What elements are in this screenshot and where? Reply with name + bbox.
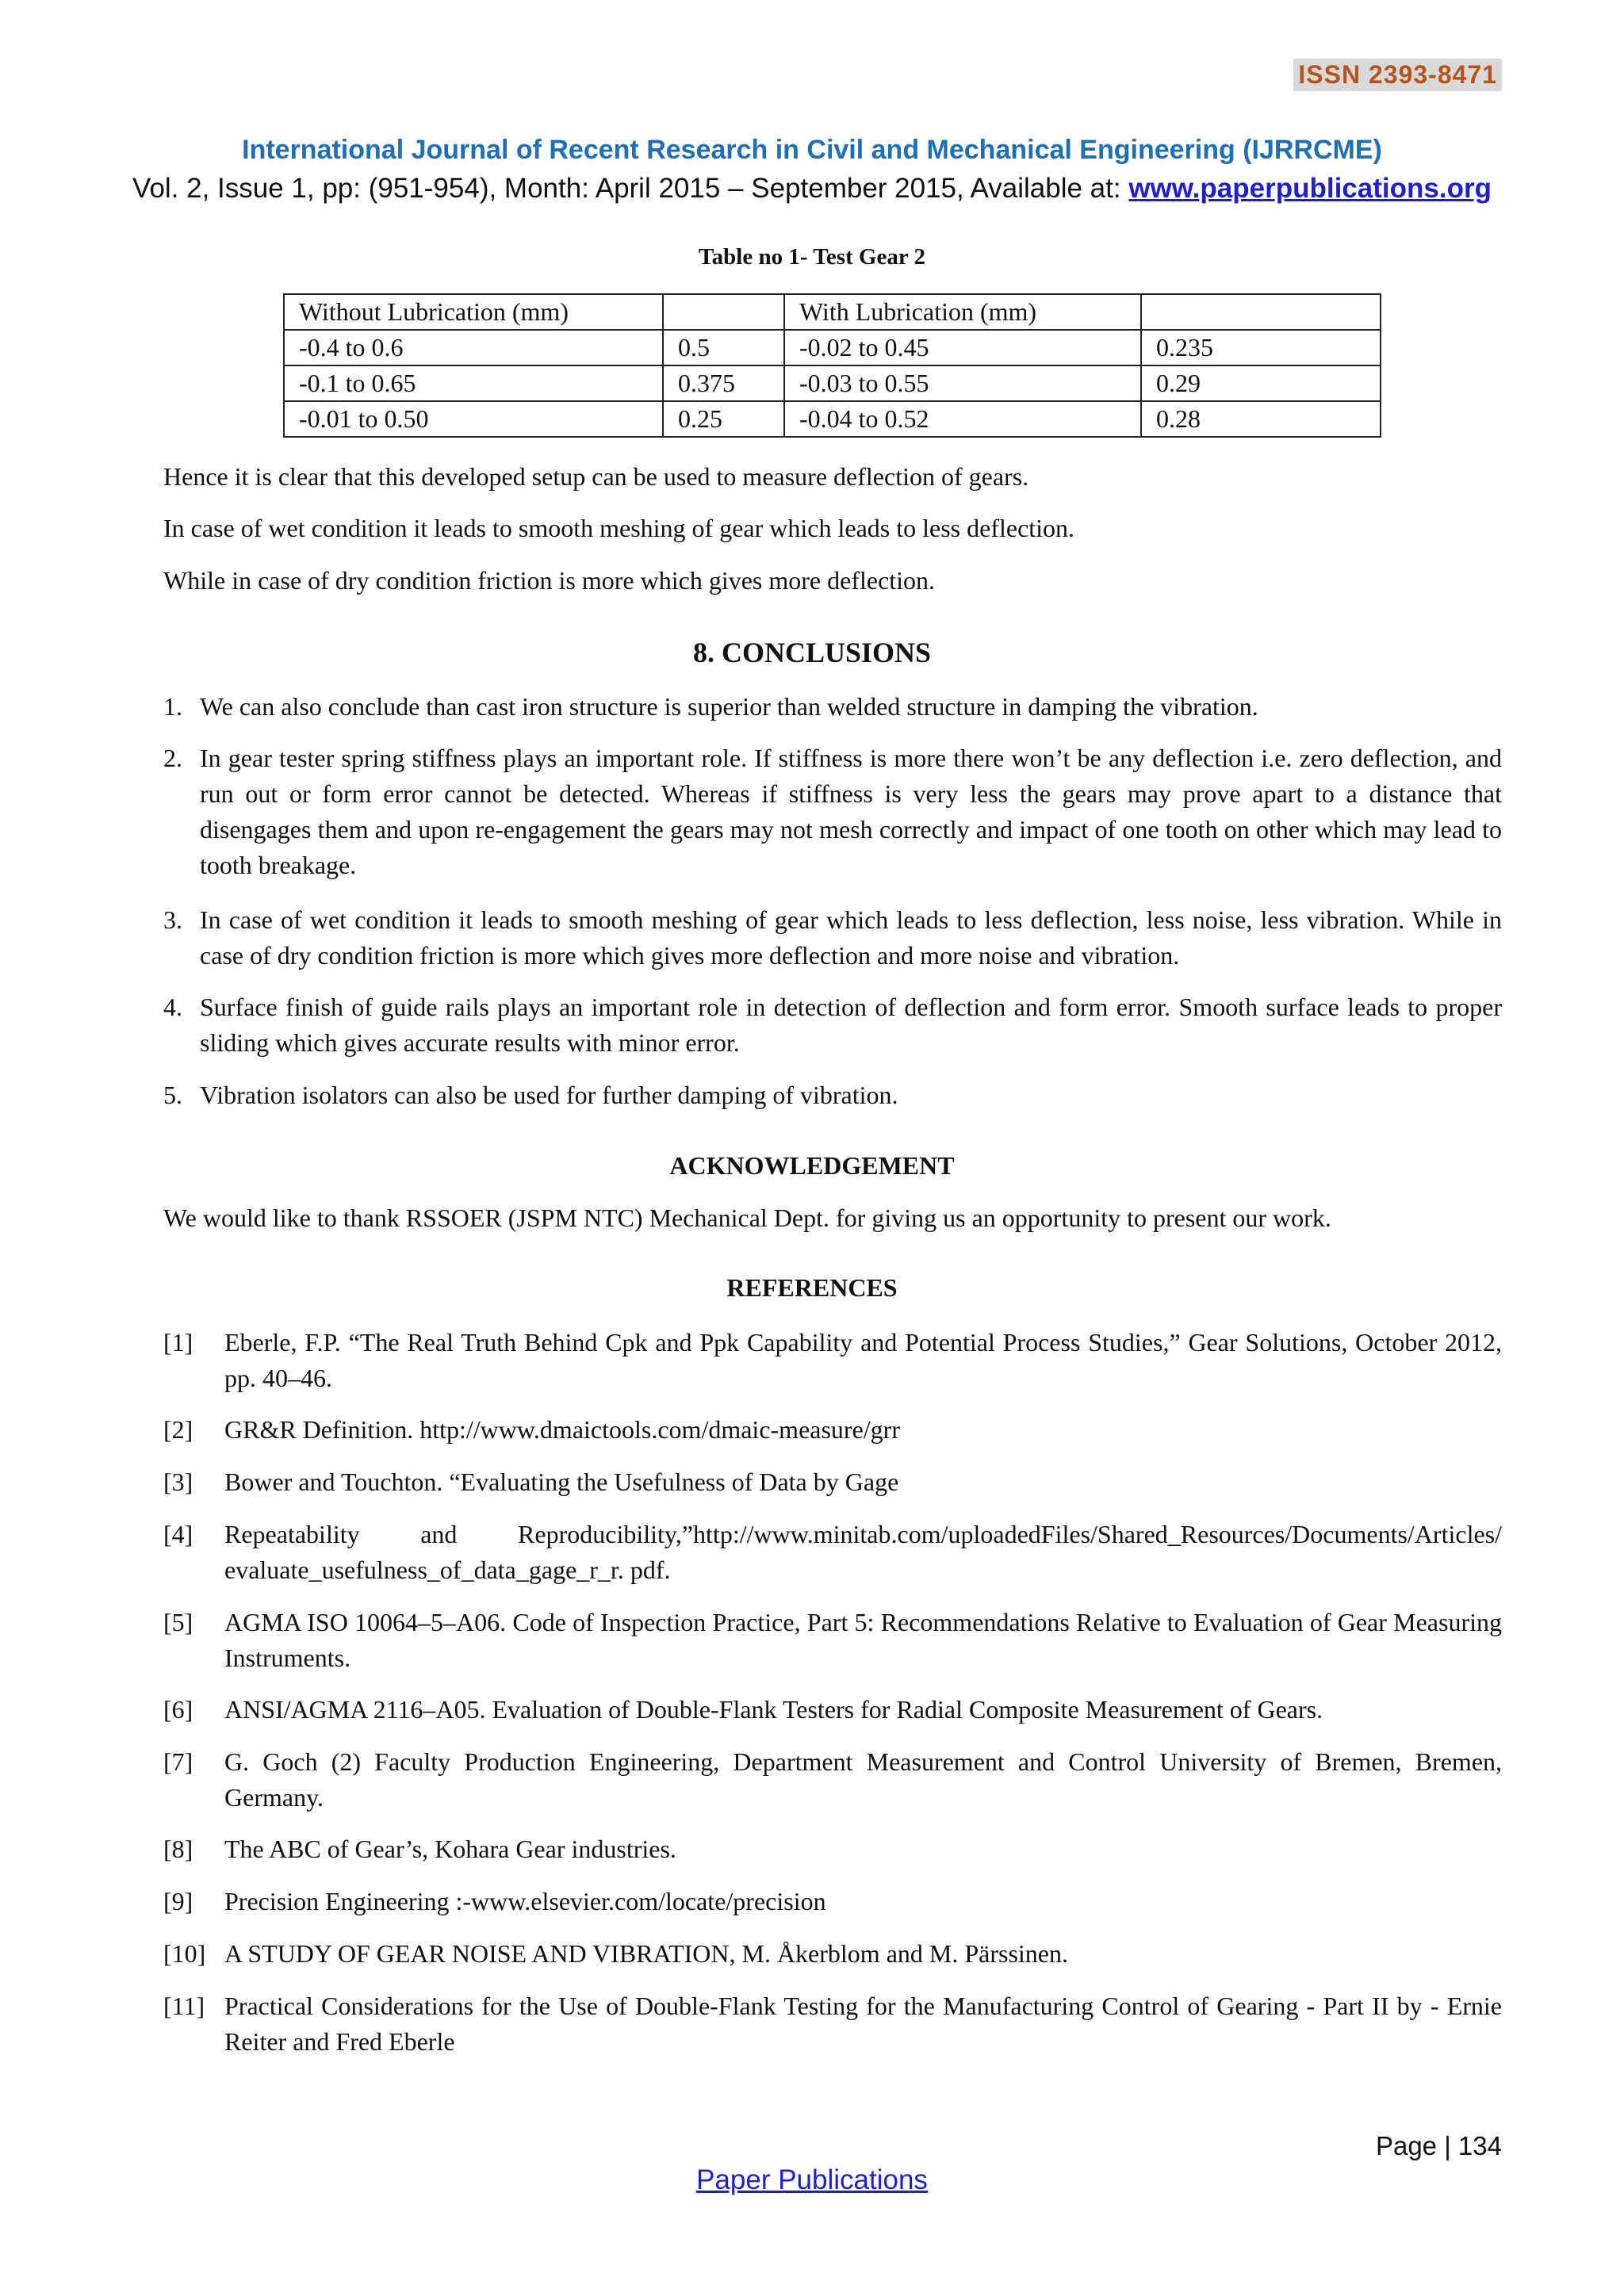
reference-number: [2]	[163, 1415, 193, 1444]
table-cell: -0.4 to 0.6	[284, 330, 663, 365]
conclusions-heading: 8. CONCLUSIONS	[692, 637, 932, 668]
reference-text: ANSI/AGMA 2116–A05. Evaluation of Double-Flank Testers for Radial Composite Measurement of Gears.	[224, 1695, 1323, 1724]
reference-number: [3]	[163, 1468, 193, 1496]
list-item-number: 5.	[163, 1081, 182, 1109]
reference-item	[163, 1517, 1502, 1588]
reference-text: Bower and Touchton. “Evaluating the Usefulness of Data by Gage	[224, 1468, 899, 1496]
reference-text: G. Goch (2) Faculty Production Engineering, Department Measurement and Control University of Bremen, Bremen, Germany.	[224, 1747, 1502, 1812]
table-cell: 0.235	[1141, 330, 1381, 365]
reference-text: The ABC of Gear’s, Kohara Gear industries.	[224, 1835, 676, 1863]
reference-item	[163, 1325, 1502, 1396]
acknowledgement-heading: ACKNOWLEDGEMENT	[669, 1151, 955, 1180]
reference-number: [1]	[163, 1328, 193, 1357]
table-row	[284, 294, 1381, 330]
reference-item	[163, 1605, 1502, 1676]
table-cell: 0.25	[663, 401, 784, 437]
table-cell: -0.03 to 0.55	[784, 365, 1141, 401]
reference-number: [8]	[163, 1835, 193, 1863]
table-row	[284, 401, 1381, 437]
table-cell: 0.375	[663, 365, 784, 401]
table-cell: -0.02 to 0.45	[784, 330, 1141, 365]
reference-number: [5]	[163, 1608, 193, 1636]
reference-text: GR&R Definition. http://www.dmaictools.com/dmaic-measure/grr	[224, 1415, 900, 1444]
test-gear-table	[283, 293, 1381, 438]
list-item	[163, 1077, 1502, 1113]
page-number: Page | 134	[1375, 2131, 1502, 2160]
reference-number: [4]	[163, 1520, 193, 1548]
list-item	[163, 740, 1502, 883]
reference-text: AGMA ISO 10064–5–A06. Code of Inspection Practice, Part 5: Recommendations Relative to Evaluation of Gear Measuring Instruments.	[224, 1608, 1502, 1672]
reference-number: [6]	[163, 1695, 193, 1724]
list-item-text: In gear tester spring stiffness plays an important role. If stiffness is more there won’t be any deflection i.e. zero deflection, and run out or form error cannot be detected. Whereas if stiffness is very less the gears may prove apart to a distance that disengages them and upon re-engagement the gears may not mesh correctly and impact of one tooth on other which may lead to tooth breakage.	[200, 744, 1502, 879]
reference-text: Repeatability and Reproducibility,”http://www.minitab.com/uploadedFiles/Shared_Resources/Documents/Articles/ evaluate_usefulness_of_data_gage_r_r. pdf.	[224, 1520, 1502, 1584]
table-row	[284, 330, 1381, 365]
table-cell: Without Lubrication (mm)	[284, 294, 663, 330]
table-title: Table no 1- Test Gear 2	[698, 244, 926, 270]
website-link[interactable]: www.paperpublications.org	[1128, 173, 1492, 204]
table-cell: 0.5	[663, 330, 784, 365]
reference-item	[163, 1936, 1502, 1972]
table-row	[284, 365, 1381, 401]
reference-number: [11]	[163, 1992, 205, 2020]
table-cell	[663, 294, 784, 330]
list-item-number: 3.	[163, 905, 182, 934]
list-item-number: 4.	[163, 993, 182, 1021]
list-item-text: We can also conclude than cast iron structure is superior than welded structure in damping the vibration.	[200, 692, 1258, 721]
volume-text: Vol. 2, Issue 1, pp: (951-954), Month: April 2015 – September 2015, Available at:	[132, 173, 1129, 204]
reference-item	[163, 1692, 1502, 1728]
list-item	[163, 902, 1502, 974]
reference-text: Practical Considerations for the Use of Double-Flank Testing for the Manufacturing Control of Gearing - Part II by - Ernie Reiter and Fred Eberle	[224, 1992, 1502, 2056]
body-paragraph: Hence it is clear that this developed setup can be used to measure deflection of gears.	[163, 462, 1029, 491]
volume-line	[0, 173, 1624, 205]
list-item-text: Surface finish of guide rails plays an important role in detection of deflection and form error. Smooth surface leads to proper sliding which gives accurate results with minor error.	[200, 993, 1502, 1057]
table-cell: 0.29	[1141, 365, 1381, 401]
reference-item	[163, 1744, 1502, 1816]
table-cell: 0.28	[1141, 401, 1381, 437]
reference-item	[163, 1988, 1502, 2060]
list-item-number: 2.	[163, 744, 182, 772]
reference-item	[163, 1464, 1502, 1500]
references-heading: REFERENCES	[726, 1273, 898, 1302]
journal-title: International Journal of Recent Research in Civil and Mechanical Engineering (IJRRCME)	[242, 135, 1382, 165]
publisher-link[interactable]: Paper Publications	[696, 2164, 928, 2195]
acknowledgement-text: We would like to thank RSSOER (JSPM NTC) Mechanical Dept. for giving us an opportunity to present our work.	[163, 1203, 1331, 1232]
list-item	[163, 989, 1502, 1061]
reference-text: A STUDY OF GEAR NOISE AND VIBRATION, M. Åkerblom and M. Pärssinen.	[224, 1939, 1068, 1968]
list-item-text: Vibration isolators can also be used for further damping of vibration.	[200, 1081, 898, 1109]
reference-number: [7]	[163, 1747, 193, 1776]
reference-item	[163, 1884, 1502, 1919]
body-paragraph: In case of wet condition it leads to smooth meshing of gear which leads to less deflection.	[163, 514, 1075, 542]
reference-number: [10]	[163, 1939, 206, 1968]
list-item-number: 1.	[163, 692, 182, 721]
body-paragraph: While in case of dry condition friction is more which gives more deflection.	[163, 566, 936, 595]
reference-item	[163, 1412, 1502, 1448]
table-cell: -0.01 to 0.50	[284, 401, 663, 437]
issn-badge: ISSN 2393-8471	[1293, 59, 1502, 91]
reference-text: Precision Engineering :-www.elsevier.com/locate/precision	[224, 1887, 826, 1915]
list-item	[163, 689, 1502, 725]
reference-item	[163, 1831, 1502, 1867]
list-item-text: In case of wet condition it leads to smooth meshing of gear which leads to less deflection, less noise, less vibration. While in case of dry condition friction is more which gives more deflection and more noise and vibration.	[200, 905, 1502, 970]
table-cell: -0.1 to 0.65	[284, 365, 663, 401]
reference-text: Eberle, F.P. “The Real Truth Behind Cpk and Ppk Capability and Potential Process Studies,” Gear Solutions, October 2012, pp. 40–46.	[224, 1328, 1502, 1392]
table-cell: With Lubrication (mm)	[784, 294, 1141, 330]
reference-number: [9]	[163, 1887, 193, 1915]
table-cell	[1141, 294, 1381, 330]
table-cell: -0.04 to 0.52	[784, 401, 1141, 437]
